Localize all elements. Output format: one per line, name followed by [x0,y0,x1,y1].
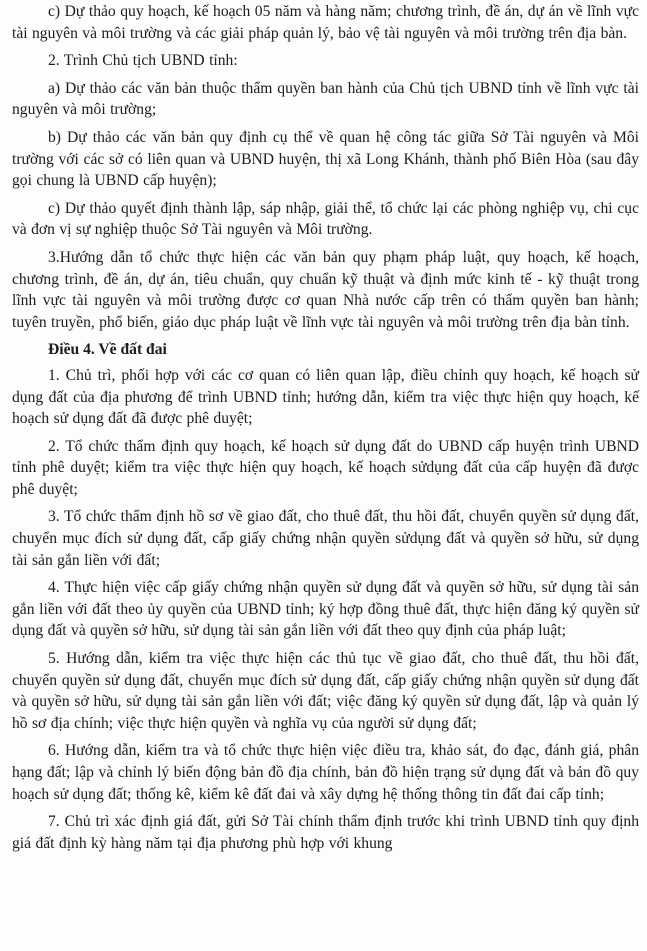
article-4-item-1: 1. Chủ trì, phối hợp với các cơ quan có liên quan lập, điều chỉnh quy hoạch, kế hoạch sử dụng đất của địa phương để trình UBND tỉnh; hướng dẫn, kiểm tra việc thực hiện quy hoạch, kế hoạch sử dụng đất đã được phê duyệt; [12,366,639,428]
paragraph-2c-organization: c) Dự thảo quyết định thành lập, sáp nhập, giải thể, tổ chức lại các phòng nghiệp vụ, chi cục và đơn vị sự nghiệp thuộc Sở Tài nguyên và Môi trường. [12,199,639,239]
article-4-item-4: 4. Thực hiện việc cấp giấy chứng nhận quyền sử dụng đất và quyền sở hữu, sử dụng tài sản gắn liền với đất theo ủy quyền của UBND tỉnh; ký hợp đồng thuê đất, thực hiện đăng ký quyền sử dụng đất và quyền sở hữu, sử dụng tài sản gắn liền với đất theo quy định của pháp luật; [12,579,639,640]
paragraph-2-submit-chairman: 2. Trình Chủ tịch UBND tỉnh: [48,52,238,70]
paragraph-3-guidance: 3.Hướng dẫn tổ chức thực hiện các văn bản quy phạm pháp luật, quy hoạch, kế hoạch, chương trình, đề án, dự án, tiêu chuẩn, quy chuẩn kỹ thuật và định mức kinh tế - kỹ thuật trong lĩnh vực tài nguyên và môi trường được cơ quan Nhà nước cấp trên có thẩm quyền ban hành; tuyên truyền, phổ biến, giáo dục pháp luật về lĩnh vực tài nguyên và môi trường trên địa bàn tỉnh. [12,248,639,331]
paragraph-2b-working-relations: b) Dự thảo các văn bản quy định cụ thể về quan hệ công tác giữa Sở Tài nguyên và Môi trường với các sở có liên quan và UBND huyện, thị xã Long Khánh, thành phố Biên Hòa (sau đây gọi chung là UBND cấp huyện); [12,128,639,190]
article-4-item-5: 5. Hướng dẫn, kiểm tra việc thực hiện các thủ tục về giao đất, cho thuê đất, thu hồi đất, chuyển quyền sử dụng đất, chuyển mục đích sử dụng đất, cấp giấy chứng nhận quyền sử dụng đất và quyền sở hữu, sử dụng tài sản gắn liền với đất; việc đăng ký quyền sử dụng đất, lập và quản lý hồ sơ địa chính; việc thực hiện quyền và nghĩa vụ của người sử dụng đất; [12,650,639,732]
article-4-heading: Điều 4. Về đất đai [48,341,167,359]
article-4-item-2: 2. Tổ chức thẩm định quy hoạch, kế hoạch sử dụng đất do UBND cấp huyện trình UBND tỉnh phê duyệt; kiểm tra việc thực hiện quy hoạch, kế hoạch sửdụng đất của cấp huyện đã được phê duyệt; [12,437,639,498]
paragraph-2a-drafts: a) Dự thảo các văn bản thuộc thẩm quyền ban hành của Chủ tịch UBND tỉnh về lĩnh vực tài nguyên và môi trường; [12,79,639,119]
article-4-item-3: 3. Tổ chức thẩm định hồ sơ về giao đất, cho thuê đất, thu hồi đất, chuyển quyền sử dụng đất, chuyển mục đích sử dụng đất, cấp giấy chứng nhận quyền sửdụng đất và quyền sở hữu, sử dụng tài sản gắn liền với đất; [12,508,639,569]
article-4-item-6: 6. Hướng dẫn, kiểm tra và tổ chức thực hiện việc điều tra, khảo sát, đo đạc, đánh giá, phân hạng đất; lập và chỉnh lý biến động bản đồ địa chính, bản đồ hiện trạng sử dụng đất và bản đồ quy hoạch sử dụng đất; thống kê, kiểm kê đất đai và xây dựng hệ thống thông tin đất đai cấp tỉnh; [12,742,639,803]
article-4-item-7: 7. Chủ trì xác định giá đất, gửi Sở Tài chính thẩm định trước khi trình UBND tỉnh quy định giá đất định kỳ hàng năm tại địa phương phù hợp với khung [12,813,639,852]
paragraph-3c-plans: c) Dự thảo quy hoạch, kế hoạch 05 năm và hàng năm; chương trình, đề án, dự án về lĩnh vực tài nguyên và môi trường và các giải pháp quản lý, bảo vệ tài nguyên và môi trường trên địa bàn. [12,3,639,42]
